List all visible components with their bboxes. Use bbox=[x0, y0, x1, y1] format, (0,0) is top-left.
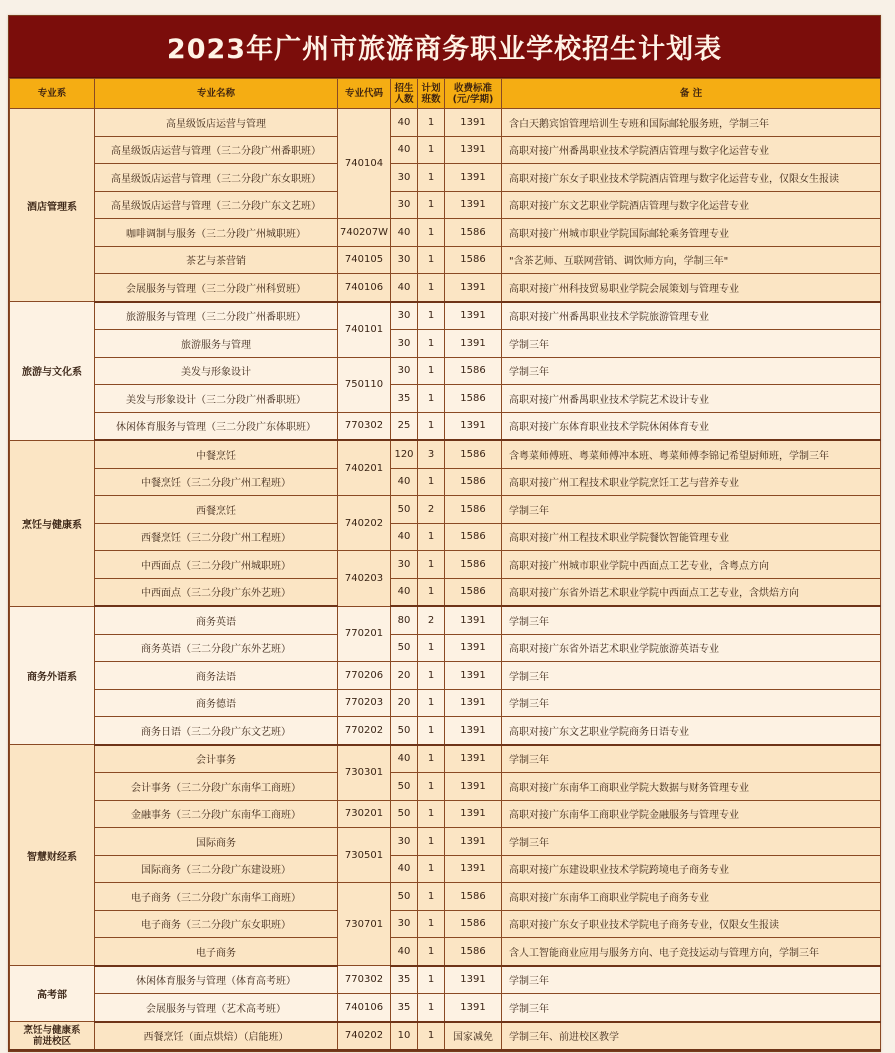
fee-cell: 1391 bbox=[445, 773, 502, 801]
fee-cell: 1586 bbox=[445, 246, 502, 274]
note-cell: 高职对接广州城市职业学院中西面点工艺专业，含粤点方向 bbox=[502, 551, 881, 579]
table-row bbox=[10, 883, 881, 911]
note-cell: 高职对接广东体育职业技术学院休闲体育专业 bbox=[502, 412, 881, 440]
major-cell: 电子商务（三二分段广东南华工商班） bbox=[95, 883, 338, 911]
note-cell: 含白天鹅宾馆管理培训生专班和国际邮轮服务班，学制三年 bbox=[502, 109, 881, 137]
dept-cell: 烹饪与健康系 前进校区 bbox=[10, 1022, 95, 1051]
fee-cell: 国家减免 bbox=[445, 1022, 502, 1051]
classes-cell: 1 bbox=[418, 385, 445, 413]
major-cell: 美发与形象设计（三二分段广州番职班） bbox=[95, 385, 338, 413]
classes-cell: 1 bbox=[418, 109, 445, 137]
table-row bbox=[10, 219, 881, 247]
table-row bbox=[10, 606, 881, 634]
note-cell: 高职对接广东南华工商职业学院大数据与财务管理专业 bbox=[502, 773, 881, 801]
code-cell: 740202 bbox=[338, 1022, 391, 1051]
enroll-cell: 30 bbox=[391, 330, 418, 358]
table-row bbox=[10, 440, 881, 468]
fee-cell: 1391 bbox=[445, 164, 502, 192]
fee-cell: 1586 bbox=[445, 578, 502, 606]
enroll-cell: 30 bbox=[391, 551, 418, 579]
fee-cell: 1391 bbox=[445, 745, 502, 773]
classes-cell: 1 bbox=[418, 578, 445, 606]
code-cell: 730301 bbox=[338, 745, 391, 801]
major-cell: 高星级饭店运营与管理（三二分段广东女职班） bbox=[95, 164, 338, 192]
note-cell: 高职对接广州科技贸易职业学院会展策划与管理专业 bbox=[502, 274, 881, 302]
code-cell: 730501 bbox=[338, 828, 391, 883]
dept-cell: 商务外语系 bbox=[10, 606, 95, 745]
dept-cell: 酒店管理系 bbox=[10, 109, 95, 302]
col-header-note: 备 注 bbox=[502, 79, 881, 109]
enrollment-plan-sheet bbox=[8, 15, 881, 1052]
code-cell: 740105 bbox=[338, 246, 391, 274]
enroll-cell: 30 bbox=[391, 357, 418, 385]
enroll-cell: 40 bbox=[391, 578, 418, 606]
major-cell: 金融事务（三二分段广东南华工商班） bbox=[95, 800, 338, 828]
major-cell: 商务英语（三二分段广东外艺班） bbox=[95, 634, 338, 662]
enroll-cell: 40 bbox=[391, 219, 418, 247]
enroll-cell: 35 bbox=[391, 994, 418, 1022]
enroll-cell: 30 bbox=[391, 191, 418, 219]
major-cell: 会展服务与管理（三二分段广州科贸班） bbox=[95, 274, 338, 302]
col-header-code: 专业代码 bbox=[338, 79, 391, 109]
enroll-cell: 80 bbox=[391, 606, 418, 634]
classes-cell: 1 bbox=[418, 828, 445, 856]
enroll-cell: 40 bbox=[391, 523, 418, 551]
enroll-cell: 120 bbox=[391, 440, 418, 468]
note-cell: "含茶艺师、互联网营销、调饮师方向，学制三年" bbox=[502, 246, 881, 274]
enroll-cell: 10 bbox=[391, 1022, 418, 1051]
code-cell: 740106 bbox=[338, 274, 391, 302]
classes-cell: 1 bbox=[418, 412, 445, 440]
enroll-cell: 40 bbox=[391, 938, 418, 966]
note-cell: 高职对接广州番禺职业技术学院旅游管理专业 bbox=[502, 302, 881, 330]
page-title: 2023年广州市旅游商务职业学校招生计划表 bbox=[9, 16, 880, 78]
classes-cell: 1 bbox=[418, 634, 445, 662]
code-cell: 770302 bbox=[338, 966, 391, 994]
note-cell: 高职对接广东南华工商职业学院电子商务专业 bbox=[502, 883, 881, 911]
note-cell: 学制三年 bbox=[502, 689, 881, 717]
table-row bbox=[10, 330, 881, 358]
classes-cell: 1 bbox=[418, 994, 445, 1022]
major-cell: 茶艺与茶营销 bbox=[95, 246, 338, 274]
table-row bbox=[10, 828, 881, 856]
table-row bbox=[10, 496, 881, 524]
enroll-cell: 35 bbox=[391, 966, 418, 994]
fee-cell: 1391 bbox=[445, 994, 502, 1022]
major-cell: 电子商务 bbox=[95, 938, 338, 966]
enroll-cell: 30 bbox=[391, 828, 418, 856]
classes-cell: 1 bbox=[418, 468, 445, 496]
code-cell: 740202 bbox=[338, 496, 391, 551]
classes-cell: 1 bbox=[418, 800, 445, 828]
classes-cell: 1 bbox=[418, 662, 445, 690]
code-cell: 750110 bbox=[338, 357, 391, 412]
major-cell: 国际商务 bbox=[95, 828, 338, 856]
fee-cell: 1391 bbox=[445, 966, 502, 994]
fee-cell: 1586 bbox=[445, 938, 502, 966]
code-cell: 740201 bbox=[338, 440, 391, 496]
major-cell: 西餐烹饪（三二分段广州工程班） bbox=[95, 523, 338, 551]
table-row bbox=[10, 302, 881, 330]
table-row bbox=[10, 938, 881, 966]
note-cell: 高职对接广东省外语艺术职业学院旅游英语专业 bbox=[502, 634, 881, 662]
note-cell: 含粤菜师傅班、粤菜师傅冲本班、粤菜师傅李锦记希望厨师班，学制三年 bbox=[502, 440, 881, 468]
table-row bbox=[10, 274, 881, 302]
fee-cell: 1586 bbox=[445, 883, 502, 911]
table-row bbox=[10, 689, 881, 717]
classes-cell: 1 bbox=[418, 910, 445, 938]
enroll-cell: 40 bbox=[391, 855, 418, 883]
dept-cell: 智慧财经系 bbox=[10, 745, 95, 966]
major-cell: 西餐烹饪 bbox=[95, 496, 338, 524]
major-cell: 商务法语 bbox=[95, 662, 338, 690]
table-row bbox=[10, 357, 881, 385]
table-row bbox=[10, 136, 881, 164]
major-cell: 美发与形象设计 bbox=[95, 357, 338, 385]
table-row bbox=[10, 994, 881, 1022]
table-row bbox=[10, 966, 881, 994]
fee-cell: 1586 bbox=[445, 385, 502, 413]
note-cell: 高职对接广东女子职业技术学院电子商务专业，仅限女生报读 bbox=[502, 910, 881, 938]
major-cell: 会计事务 bbox=[95, 745, 338, 773]
table-row bbox=[10, 773, 881, 801]
note-cell: 学制三年 bbox=[502, 966, 881, 994]
classes-cell: 1 bbox=[418, 219, 445, 247]
table-row bbox=[10, 910, 881, 938]
note-cell: 高职对接广东南华工商职业学院金融服务与管理专业 bbox=[502, 800, 881, 828]
dept-cell: 烹饪与健康系 bbox=[10, 440, 95, 606]
classes-cell: 1 bbox=[418, 357, 445, 385]
classes-cell: 1 bbox=[418, 551, 445, 579]
classes-cell: 1 bbox=[418, 330, 445, 358]
fee-cell: 1391 bbox=[445, 606, 502, 634]
fee-cell: 1586 bbox=[445, 440, 502, 468]
code-cell: 770201 bbox=[338, 606, 391, 662]
enroll-cell: 20 bbox=[391, 689, 418, 717]
enroll-cell: 25 bbox=[391, 412, 418, 440]
major-cell: 会展服务与管理（艺术高考班） bbox=[95, 994, 338, 1022]
fee-cell: 1391 bbox=[445, 828, 502, 856]
major-cell: 会计事务（三二分段广东南华工商班） bbox=[95, 773, 338, 801]
col-header-major: 专业名称 bbox=[95, 79, 338, 109]
classes-cell: 2 bbox=[418, 606, 445, 634]
note-cell: 高职对接广州番禺职业技术学院艺术设计专业 bbox=[502, 385, 881, 413]
code-cell: 730201 bbox=[338, 800, 391, 828]
classes-cell: 1 bbox=[418, 302, 445, 330]
enroll-cell: 40 bbox=[391, 274, 418, 302]
classes-cell: 1 bbox=[418, 717, 445, 745]
classes-cell: 1 bbox=[418, 136, 445, 164]
enroll-cell: 20 bbox=[391, 662, 418, 690]
dept-cell: 高考部 bbox=[10, 966, 95, 1022]
table-row bbox=[10, 523, 881, 551]
fee-cell: 1586 bbox=[445, 496, 502, 524]
fee-cell: 1391 bbox=[445, 191, 502, 219]
major-cell: 西餐烹饪（面点烘焙）（启能班） bbox=[95, 1022, 338, 1051]
code-cell: 740207W bbox=[338, 219, 391, 247]
enroll-cell: 40 bbox=[391, 468, 418, 496]
table-row bbox=[10, 246, 881, 274]
note-cell: 含人工智能商业应用与服务方向、电子竞技运动与管理方向，学制三年 bbox=[502, 938, 881, 966]
enroll-cell: 30 bbox=[391, 164, 418, 192]
note-cell: 学制三年 bbox=[502, 606, 881, 634]
fee-cell: 1586 bbox=[445, 468, 502, 496]
enroll-cell: 40 bbox=[391, 109, 418, 137]
table-row bbox=[10, 800, 881, 828]
major-cell: 商务日语（三二分段广东文艺班） bbox=[95, 717, 338, 745]
fee-cell: 1586 bbox=[445, 551, 502, 579]
major-cell: 咖啡调制与服务（三二分段广州城职班） bbox=[95, 219, 338, 247]
classes-cell: 1 bbox=[418, 191, 445, 219]
fee-cell: 1586 bbox=[445, 910, 502, 938]
note-cell: 高职对接广东文艺职业学院商务日语专业 bbox=[502, 717, 881, 745]
note-cell: 高职对接广州城市职业学院国际邮轮乘务管理专业 bbox=[502, 219, 881, 247]
fee-cell: 1586 bbox=[445, 523, 502, 551]
classes-cell: 1 bbox=[418, 883, 445, 911]
enroll-cell: 50 bbox=[391, 800, 418, 828]
enroll-cell: 30 bbox=[391, 246, 418, 274]
major-cell: 电子商务（三二分段广东女职班） bbox=[95, 910, 338, 938]
classes-cell: 1 bbox=[418, 855, 445, 883]
enroll-cell: 35 bbox=[391, 385, 418, 413]
table-row bbox=[10, 191, 881, 219]
major-cell: 中餐烹饪（三二分段广州工程班） bbox=[95, 468, 338, 496]
code-cell: 730701 bbox=[338, 883, 391, 966]
fee-cell: 1391 bbox=[445, 412, 502, 440]
major-cell: 高星级饭店运营与管理（三二分段广州番职班） bbox=[95, 136, 338, 164]
table-row bbox=[10, 717, 881, 745]
classes-cell: 1 bbox=[418, 1022, 445, 1051]
fee-cell: 1391 bbox=[445, 800, 502, 828]
fee-cell: 1391 bbox=[445, 274, 502, 302]
table-row bbox=[10, 412, 881, 440]
table-row bbox=[10, 745, 881, 773]
major-cell: 中餐烹饪 bbox=[95, 440, 338, 468]
enroll-cell: 50 bbox=[391, 496, 418, 524]
fee-cell: 1391 bbox=[445, 717, 502, 745]
enroll-cell: 50 bbox=[391, 773, 418, 801]
note-cell: 学制三年 bbox=[502, 994, 881, 1022]
table-row bbox=[10, 634, 881, 662]
table-row bbox=[10, 468, 881, 496]
classes-cell: 1 bbox=[418, 689, 445, 717]
classes-cell: 1 bbox=[418, 246, 445, 274]
major-cell: 高星级饭店运营与管理（三二分段广东文艺班） bbox=[95, 191, 338, 219]
enroll-cell: 50 bbox=[391, 717, 418, 745]
major-cell: 旅游服务与管理 bbox=[95, 330, 338, 358]
code-cell: 770203 bbox=[338, 689, 391, 717]
fee-cell: 1391 bbox=[445, 662, 502, 690]
classes-cell: 2 bbox=[418, 496, 445, 524]
table-row bbox=[10, 164, 881, 192]
code-cell: 740203 bbox=[338, 551, 391, 607]
col-header-classes: 计划 班数 bbox=[418, 79, 445, 109]
fee-cell: 1391 bbox=[445, 855, 502, 883]
table-row bbox=[10, 385, 881, 413]
note-cell: 高职对接广东女子职业技术学院酒店管理与数字化运营专业，仅限女生报读 bbox=[502, 164, 881, 192]
code-cell: 770302 bbox=[338, 412, 391, 440]
note-cell: 高职对接广州工程技术职业学院餐饮智能管理专业 bbox=[502, 523, 881, 551]
note-cell: 学制三年 bbox=[502, 745, 881, 773]
col-header-enroll: 招生 人数 bbox=[391, 79, 418, 109]
table-row bbox=[10, 578, 881, 606]
header-row bbox=[10, 79, 881, 109]
fee-cell: 1391 bbox=[445, 302, 502, 330]
code-cell: 770206 bbox=[338, 662, 391, 690]
note-cell: 学制三年 bbox=[502, 330, 881, 358]
fee-cell: 1586 bbox=[445, 219, 502, 247]
major-cell: 商务德语 bbox=[95, 689, 338, 717]
enroll-cell: 50 bbox=[391, 883, 418, 911]
major-cell: 休闲体育服务与管理（三二分段广东体职班） bbox=[95, 412, 338, 440]
fee-cell: 1391 bbox=[445, 689, 502, 717]
table-row bbox=[10, 109, 881, 137]
col-header-dept: 专业系 bbox=[10, 79, 95, 109]
fee-cell: 1391 bbox=[445, 136, 502, 164]
enroll-cell: 50 bbox=[391, 634, 418, 662]
classes-cell: 1 bbox=[418, 523, 445, 551]
note-cell: 学制三年 bbox=[502, 496, 881, 524]
enrollment-table bbox=[9, 78, 881, 1051]
table-row bbox=[10, 662, 881, 690]
major-cell: 中西面点（三二分段广州城职班） bbox=[95, 551, 338, 579]
major-cell: 旅游服务与管理（三二分段广州番职班） bbox=[95, 302, 338, 330]
major-cell: 休闲体育服务与管理（体育高考班） bbox=[95, 966, 338, 994]
table-row bbox=[10, 551, 881, 579]
classes-cell: 1 bbox=[418, 745, 445, 773]
classes-cell: 1 bbox=[418, 773, 445, 801]
major-cell: 商务英语 bbox=[95, 606, 338, 634]
classes-cell: 3 bbox=[418, 440, 445, 468]
note-cell: 高职对接广东建设职业技术学院跨境电子商务专业 bbox=[502, 855, 881, 883]
dept-cell: 旅游与文化系 bbox=[10, 302, 95, 441]
classes-cell: 1 bbox=[418, 164, 445, 192]
enroll-cell: 40 bbox=[391, 745, 418, 773]
classes-cell: 1 bbox=[418, 274, 445, 302]
note-cell: 高职对接广东省外语艺术职业学院中西面点工艺专业，含烘焙方向 bbox=[502, 578, 881, 606]
note-cell: 学制三年 bbox=[502, 662, 881, 690]
fee-cell: 1391 bbox=[445, 330, 502, 358]
fee-cell: 1391 bbox=[445, 109, 502, 137]
enroll-cell: 30 bbox=[391, 910, 418, 938]
note-cell: 学制三年 bbox=[502, 828, 881, 856]
note-cell: 高职对接广州工程技术职业学院烹饪工艺与营养专业 bbox=[502, 468, 881, 496]
code-cell: 740106 bbox=[338, 994, 391, 1022]
fee-cell: 1586 bbox=[445, 357, 502, 385]
code-cell: 770202 bbox=[338, 717, 391, 745]
major-cell: 高星级饭店运营与管理 bbox=[95, 109, 338, 137]
enroll-cell: 30 bbox=[391, 302, 418, 330]
table-body bbox=[10, 109, 881, 1051]
enroll-cell: 40 bbox=[391, 136, 418, 164]
classes-cell: 1 bbox=[418, 938, 445, 966]
table-row bbox=[10, 855, 881, 883]
major-cell: 中西面点（三二分段广东外艺班） bbox=[95, 578, 338, 606]
code-cell: 740104 bbox=[338, 109, 391, 219]
note-cell: 学制三年、前进校区教学 bbox=[502, 1022, 881, 1051]
major-cell: 国际商务（三二分段广东建设班） bbox=[95, 855, 338, 883]
table-row bbox=[10, 1022, 881, 1051]
code-cell: 740101 bbox=[338, 302, 391, 358]
note-cell: 高职对接广东文艺职业学院酒店管理与数字化运营专业 bbox=[502, 191, 881, 219]
note-cell: 高职对接广州番禺职业技术学院酒店管理与数字化运营专业 bbox=[502, 136, 881, 164]
classes-cell: 1 bbox=[418, 966, 445, 994]
col-header-fee: 收费标准 (元/学期) bbox=[445, 79, 502, 109]
fee-cell: 1391 bbox=[445, 634, 502, 662]
note-cell: 学制三年 bbox=[502, 357, 881, 385]
